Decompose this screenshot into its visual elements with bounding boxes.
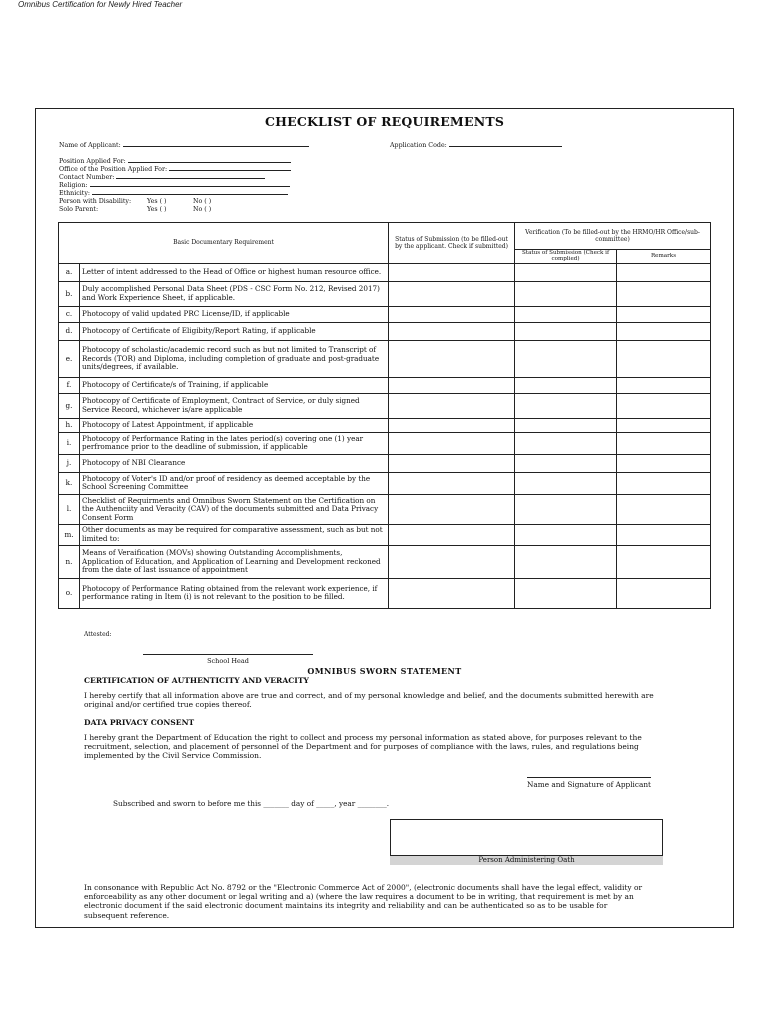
footer-text: In consonance with Republic Act No. 8792 or the "Electronic Commerce Act of 2000", (electronic documents shall have the legal effect, validity or enforceability as any other document or legal writing and a) (where the law requires a document to be in writing, that requirement is met by an electronic document if the said electronic document maintains its integrity and reliability and can be authenticated so as to be usable for subsequent reference. [84, 883, 643, 920]
row-requirement-text: Photocopy of scholastic/academic record such as but not limited to Transcript of Records (TOR) and Diploma, including completion of graduate and post-graduate units/degrees, if available. [80, 340, 389, 377]
verification-status-cell[interactable] [515, 340, 617, 377]
applicant-status-cell[interactable] [389, 578, 515, 608]
row-requirement-text: Photocopy of Certificate of Employment, Contract of Service, or duly signed Service Record, whichever is/are applicable [80, 393, 389, 418]
col-remarks-header: Remarks [617, 250, 711, 264]
remarks-cell[interactable] [617, 393, 711, 418]
verification-status-cell[interactable] [515, 322, 617, 340]
ethnicity-label: Ethnicity: [59, 190, 91, 197]
name-of-applicant-field[interactable] [59, 142, 309, 149]
verification-status-cell[interactable] [515, 281, 617, 306]
row-letter: g. [59, 393, 80, 418]
school-head-signature-line[interactable] [143, 654, 313, 655]
row-letter: e. [59, 340, 80, 377]
remarks-cell[interactable] [617, 306, 711, 322]
table-row [59, 322, 711, 340]
row-requirement-text: Letter of intent addressed to the Head of Office or highest human resource office. [80, 263, 389, 281]
application-code-label: Application Code: [390, 142, 447, 149]
row-requirement-text: Photocopy of valid updated PRC License/ID, if applicable [80, 306, 389, 322]
applicant-status-cell[interactable] [389, 545, 515, 578]
ethnicity-line[interactable] [92, 194, 288, 195]
row-letter: c. [59, 306, 80, 322]
privacy-heading: DATA PRIVACY CONSENT [84, 718, 195, 727]
application-code-line[interactable] [449, 146, 562, 147]
table-row [59, 377, 711, 393]
col-verification-header: Verification (To be filled-out by the HRMO/HR Office/sub-committee) [515, 223, 711, 250]
pwd-yes-checkbox[interactable]: Yes ( ) [147, 198, 167, 205]
name-of-applicant-label: Name of Applicant: [59, 142, 121, 149]
office-position-field[interactable] [59, 166, 291, 173]
applicant-status-cell[interactable] [389, 377, 515, 393]
position-applied-label: Position Applied For: [59, 158, 126, 165]
col-verif-status-header: Status of Submission (Check if complied) [515, 250, 617, 264]
solo-parent-no-checkbox[interactable]: No ( ) [193, 206, 212, 213]
remarks-cell[interactable] [617, 454, 711, 472]
row-requirement-text: Photocopy of Voter's ID and/or proof of residency as deemed acceptable by the School Screening Committee [80, 472, 389, 494]
table-row [59, 545, 711, 578]
remarks-cell[interactable] [617, 545, 711, 578]
office-position-label: Office of the Position Applied For: [59, 166, 168, 173]
verification-status-cell[interactable] [515, 494, 617, 524]
omnibus-title: OMNIBUS SWORN STATEMENT [307, 666, 462, 676]
table-row [59, 281, 711, 306]
row-letter: i. [59, 432, 80, 454]
position-applied-line[interactable] [128, 162, 291, 163]
verification-status-cell[interactable] [515, 524, 617, 545]
row-requirement-text: Photocopy of Latest Appointment, if applicable [80, 418, 389, 432]
application-code-field[interactable] [390, 142, 562, 149]
row-letter: j. [59, 454, 80, 472]
verification-status-cell[interactable] [515, 578, 617, 608]
applicant-status-cell[interactable] [389, 472, 515, 494]
attested-label: Attested: [84, 631, 112, 638]
remarks-cell[interactable] [617, 494, 711, 524]
remarks-cell[interactable] [617, 263, 711, 281]
applicant-status-cell[interactable] [389, 393, 515, 418]
remarks-cell[interactable] [617, 578, 711, 608]
row-requirement-text: Photocopy of NBI Clearance [80, 454, 389, 472]
row-requirement-text: Photocopy of Certificate of Eligibity/Report Rating, if applicable [80, 322, 389, 340]
row-letter: m. [59, 524, 80, 545]
row-requirement-text: Checklist of Requirments and Omnibus Sworn Statement on the Certification on the Authenciity and Veracity (CAV) of the documents submitted and Data Privacy Consent Form [80, 494, 389, 524]
row-requirement-text: Photocopy of Performance Rating in the lates period(s) covering one (1) year perfromance prior to the deadline of submission, if applicable [80, 432, 389, 454]
solo-parent-label: Solo Parent: [59, 206, 99, 213]
table-row [59, 494, 711, 524]
row-letter: h. [59, 418, 80, 432]
row-letter: b. [59, 281, 80, 306]
row-letter: n. [59, 545, 80, 578]
requirements-table [58, 222, 711, 609]
row-letter: d. [59, 322, 80, 340]
verification-status-cell[interactable] [515, 472, 617, 494]
row-letter: a. [59, 263, 80, 281]
table-row [59, 432, 711, 454]
ethnicity-field[interactable] [59, 190, 288, 197]
pwd-label: Person with Disability: [59, 198, 132, 205]
oath-caption: Person Administering Oath [390, 855, 663, 865]
table-row [59, 472, 711, 494]
cav-heading: CERTIFICATION OF AUTHENTICITY AND VERACITY [84, 676, 309, 685]
contact-number-field[interactable] [59, 174, 265, 181]
applicant-signature-label: Name and Signature of Applicant [527, 780, 651, 789]
row-letter: f. [59, 377, 80, 393]
subscribed-text[interactable]: Subscribed and sworn to before me this _______ day of _____, year ________. [113, 799, 390, 808]
verification-status-cell[interactable] [515, 454, 617, 472]
applicant-status-cell[interactable] [389, 263, 515, 281]
row-requirement-text: Other documents as may be required for comparative assessment, such as but not limited to: [80, 524, 389, 545]
contact-number-line[interactable] [116, 178, 265, 179]
applicant-status-cell[interactable] [389, 454, 515, 472]
remarks-cell[interactable] [617, 322, 711, 340]
applicant-signature-line[interactable] [527, 777, 651, 778]
verification-status-cell[interactable] [515, 418, 617, 432]
row-letter: o. [59, 578, 80, 608]
row-letter: k. [59, 472, 80, 494]
row-requirement-text: Means of Veraification (MOVs) showing Outstanding Accomplishments, Application of Education, and Application of Learning and Development reckoned from the date of last issuance of appointment [80, 545, 389, 578]
religion-label: Religion: [59, 182, 88, 189]
table-row [59, 418, 711, 432]
row-requirement-text: Photocopy of Performance Rating obtained from the relevant work experience, if performance rating in Item (i) is not relevant to the position to be filled. [80, 578, 389, 608]
verification-status-cell[interactable] [515, 432, 617, 454]
applicant-status-cell[interactable] [389, 432, 515, 454]
col-requirement-header: Basic Documentary Requirement [59, 223, 389, 264]
verification-status-cell[interactable] [515, 545, 617, 578]
applicant-status-cell[interactable] [389, 494, 515, 524]
pwd-no-checkbox[interactable]: No ( ) [193, 198, 212, 205]
remarks-cell[interactable] [617, 524, 711, 545]
table-row [59, 263, 711, 281]
privacy-text: I hereby grant the Department of Education the right to collect and process my personal information as stated above, for purposes relevant to the recruitment, selection, and placement of personnel of the Department and for purposes of compliance with the laws, rules, and regulations being implemented by the Civil Service Commission. [84, 733, 642, 761]
col-status-header: Status of Submission (to be filled-out by the applicant. Check if submitted) [389, 223, 515, 264]
applicant-status-cell[interactable] [389, 306, 515, 322]
remarks-cell[interactable] [617, 377, 711, 393]
verification-status-cell[interactable] [515, 377, 617, 393]
religion-line[interactable] [90, 186, 290, 187]
applicant-status-cell[interactable] [389, 524, 515, 545]
table-row [59, 393, 711, 418]
verification-status-cell[interactable] [515, 263, 617, 281]
name-of-applicant-line[interactable] [123, 146, 309, 147]
religion-field[interactable] [59, 182, 290, 189]
verification-status-cell[interactable] [515, 393, 617, 418]
remarks-cell[interactable] [617, 418, 711, 432]
verification-status-cell[interactable] [515, 306, 617, 322]
remarks-cell[interactable] [617, 472, 711, 494]
row-letter: l. [59, 494, 80, 524]
position-applied-field[interactable] [59, 158, 291, 165]
applicant-status-cell[interactable] [389, 322, 515, 340]
table-row [59, 454, 711, 472]
contact-number-label: Contact Number: [59, 174, 115, 181]
row-requirement-text: Photocopy of Certificate/s of Training, if applicable [80, 377, 389, 393]
office-position-line[interactable] [169, 170, 291, 171]
school-head-label: School Head [207, 657, 249, 665]
applicant-status-cell[interactable] [389, 340, 515, 377]
remarks-cell[interactable] [617, 281, 711, 306]
form-frame [35, 108, 734, 928]
table-row [59, 306, 711, 322]
remarks-cell[interactable] [617, 432, 711, 454]
table-row [59, 340, 711, 377]
applicant-status-cell[interactable] [389, 281, 515, 306]
cav-text: I hereby certify that all information above are true and correct, and of my personal knowledge and belief, and the documents submitted herewith are original and/or certified true copies thereof. [84, 691, 654, 710]
table-row [59, 578, 711, 608]
row-requirement-text: Duly accomplished Personal Data Sheet (PDS - CSC Form No. 212, Revised 2017) and Work Experience Sheet, if applicable. [80, 281, 389, 306]
form-title: CHECKLIST OF REQUIREMENTS [264, 114, 505, 129]
running-header: Omnibus Certification for Newly Hired Teacher [18, 0, 183, 9]
applicant-status-cell[interactable] [389, 418, 515, 432]
table-row [59, 524, 711, 545]
solo-parent-yes-checkbox[interactable]: Yes ( ) [147, 206, 167, 213]
remarks-cell[interactable] [617, 340, 711, 377]
